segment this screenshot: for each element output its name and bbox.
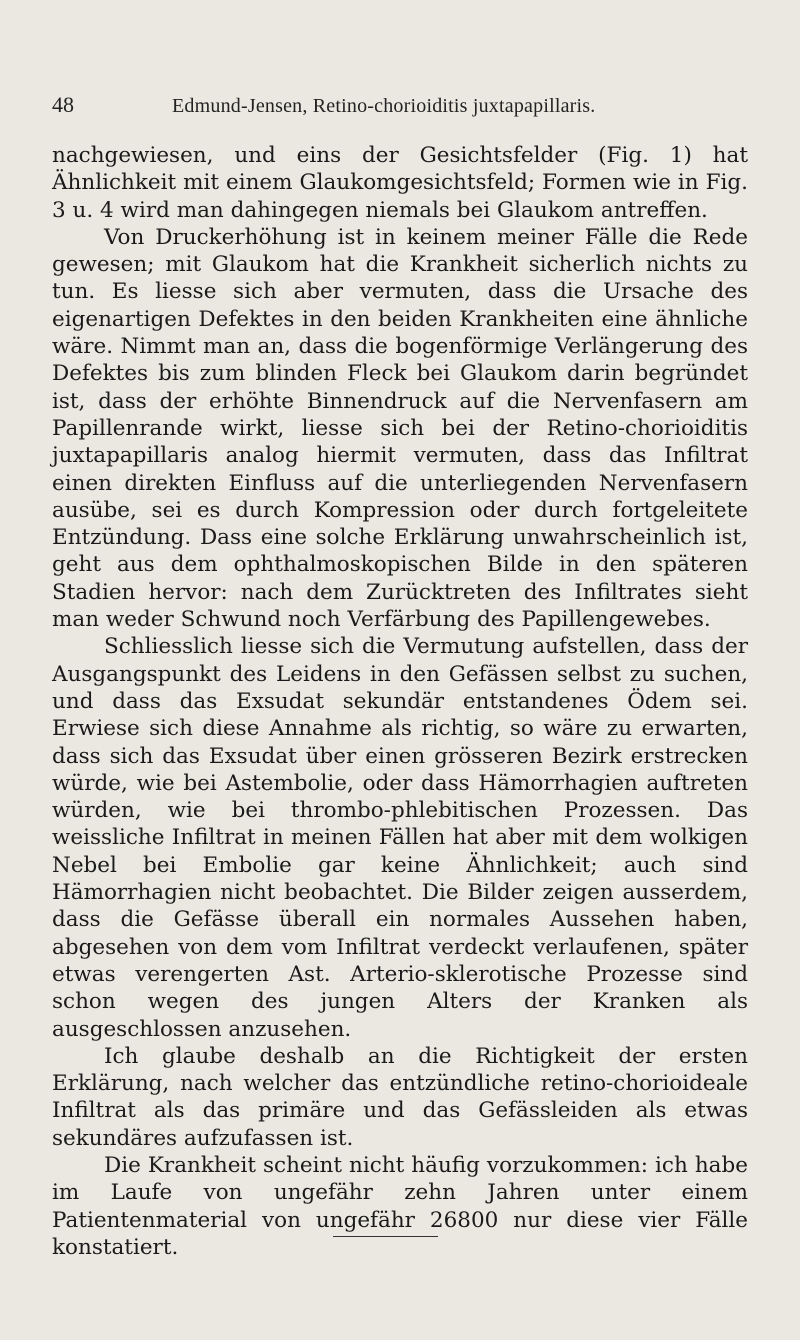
paragraph-4: Ich glaube deshalb an die Richtigkeit der ersten Erklärung, nach welcher das entzündliche retino-chorioideale Infiltrat als das primäre und das Gefässleiden als etwas sekundäres aufzufassen ist. bbox=[52, 1043, 748, 1151]
paragraph-3: Schliesslich liesse sich die Vermutung aufstellen, dass der Ausgangspunkt des Leidens in den Gefässen selbst zu suchen, und dass das Exsudat sekundär entstandenes Ödem sei. Erwiese sich diese Annahme als richtig, so wäre zu erwarten, dass sich das Exsudat über einen grösseren Bezirk erstrecken würde, wie bei Astembolie, oder dass Hämorrhagien auftreten würden, wie bei thrombo-phlebitischen Prozessen. Das weissliche Infiltrat in meinen Fällen hat aber mit dem wolkigen Nebel bei Embolie gar keine Ähnlichkeit; auch sind Hämorrhagien nicht beobachtet. Die Bilder zeigen ausserdem, dass die Gefässe überall ein normales Aussehen haben, abgesehen von dem vom Infiltrat verdeckt verlaufenen, später etwas verengerten Ast. Arterio-sklerotische Prozesse sind schon wegen des jungen Alters der Kranken als ausgeschlossen anzusehen. bbox=[52, 634, 748, 1042]
body-text bbox=[52, 142, 748, 1261]
paragraph-2: Von Druckerhöhung ist in keinem meiner Fälle die Rede gewesen; mit Glaukom hat die Krankheit sicherlich nichts zu tun. Es liesse sich aber vermuten, dass die Ursache des eigenartigen Defektes in den beiden Krankheiten eine ähnliche wäre. Nimmt man an, dass die bogenförmige Verlängerung des Defektes bis zum blinden Fleck bei Glaukom darin begründet ist, dass der erhöhte Binnendruck auf die Nervenfasern am Papillenrande wirkt, liesse sich bei der Retino-chorioiditis juxtapapillaris analog hiermit vermuten, dass das Infiltrat einen direkten Einfluss auf die unterliegenden Nervenfasern ausübe, sei es durch Kompression oder durch fortgeleitete Entzündung. Dass eine solche Erklärung unwahrscheinlich ist, geht aus dem ophthalmoskopischen Bilde in den späteren Stadien hervor: nach dem Zurücktreten des Infiltrates sieht man weder Schwund noch Verfärbung des Papillengewebes. bbox=[52, 224, 748, 633]
paragraph-1: nachgewiesen, und eins der Gesichtsfelder (Fig. 1) hat Ähnlichkeit mit einem Glaukomgesichtsfeld; Formen wie in Fig. 3 u. 4 wird man dahingegen niemals bei Glaukom antreffen. bbox=[52, 143, 748, 223]
section-end-rule bbox=[333, 1236, 438, 1237]
running-head: Edmund-Jensen, Retino-chorioiditis juxtapapillaris. bbox=[172, 95, 596, 117]
paragraph-5: Die Krankheit scheint nicht häufig vorzukommen: ich habe im Laufe von ungefähr zehn Jahren unter einem Patientenmaterial von ungefähr 26800 nur diese vier Fälle konstatiert. bbox=[52, 1152, 748, 1260]
page-number: 48 bbox=[52, 92, 74, 117]
page-header bbox=[52, 92, 748, 128]
